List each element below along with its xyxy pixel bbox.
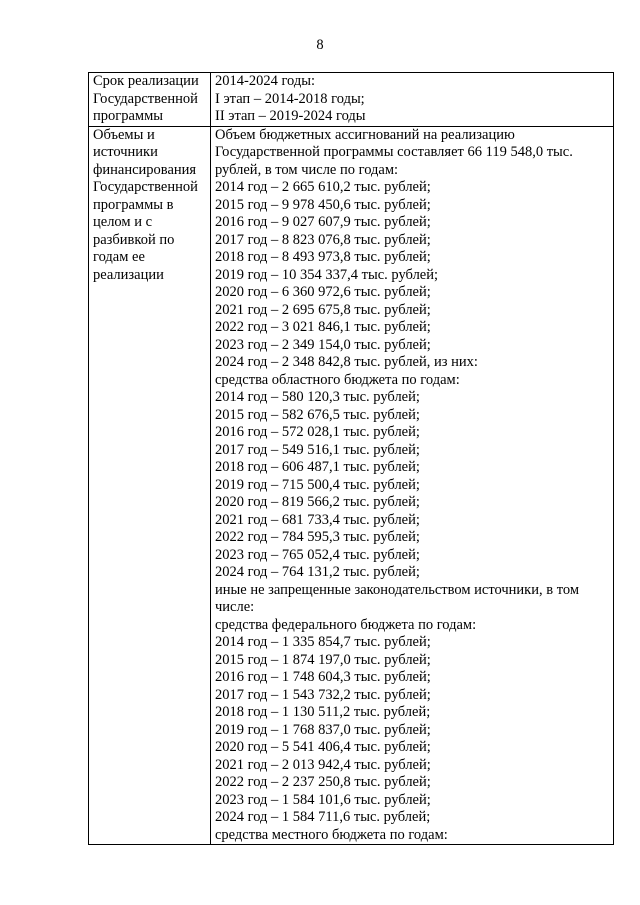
regional-year-line: 2022 год – 784 595,3 тыс. рублей; <box>215 529 420 545</box>
federal-year-line: 2019 год – 1 768 837,0 тыс. рублей; <box>215 721 431 738</box>
federal-year-line: 2015 год – 1 874 197,0 тыс. рублей; <box>215 651 431 668</box>
period-overall: 2014-2024 годы: <box>215 73 316 89</box>
label-line: Государственной <box>93 179 198 195</box>
label-cell-financing <box>89 126 211 845</box>
regional-year-line: 2014 год – 580 120,3 тыс. рублей; <box>215 389 420 405</box>
label-line: разбивкой по <box>93 231 175 248</box>
total-year-line: 2020 год – 6 360 972,6 тыс. рублей; <box>215 284 431 300</box>
federal-budget-heading: средства федерального бюджета по годам: <box>215 616 477 633</box>
label-line: финансирования <box>93 161 197 178</box>
federal-year-line: 2017 год – 1 543 732,2 тыс. рублей; <box>215 686 431 703</box>
label-line: Объемы и <box>93 126 155 143</box>
total-year-line: 2016 год – 9 027 607,9 тыс. рублей; <box>215 214 431 230</box>
regional-year-line: 2021 год – 681 733,4 тыс. рублей; <box>215 511 420 528</box>
label-line: годам ее <box>93 249 145 265</box>
value-cell-implementation-period <box>211 73 614 127</box>
total-year-line: 2018 год – 8 493 973,8 тыс. рублей; <box>215 249 431 265</box>
label-cell-implementation-period <box>89 73 211 127</box>
label-line: источники <box>93 144 158 160</box>
total-year-line: 2023 год – 2 349 154,0 тыс. рублей; <box>215 336 431 353</box>
regional-year-line: 2017 год – 549 516,1 тыс. рублей; <box>215 441 420 458</box>
regional-year-line: 2018 год – 606 487,1 тыс. рублей; <box>215 459 420 475</box>
federal-year-line: 2023 год – 1 584 101,6 тыс. рублей; <box>215 791 431 808</box>
label-line: целом и с <box>93 214 153 230</box>
regional-year-line: 2023 год – 765 052,4 тыс. рублей; <box>215 546 420 563</box>
regional-year-line: 2024 год – 764 131,2 тыс. рублей; <box>215 564 420 580</box>
total-year-line: 2022 год – 3 021 846,1 тыс. рублей; <box>215 319 431 335</box>
total-year-line: 2015 год – 9 978 450,6 тыс. рублей; <box>215 196 431 213</box>
table-row-financing <box>89 126 614 845</box>
total-year-line: 2017 год – 8 823 076,8 тыс. рублей; <box>215 231 431 248</box>
federal-year-line: 2024 год – 1 584 711,6 тыс. рублей; <box>215 809 431 825</box>
federal-year-line: 2016 год – 1 748 604,3 тыс. рублей; <box>215 669 431 685</box>
total-year-line: 2021 год – 2 695 675,8 тыс. рублей; <box>215 301 431 318</box>
program-passport-table <box>88 72 614 845</box>
label-line: программы <box>93 108 163 124</box>
period-stage-1: I этап – 2014-2018 годы; <box>215 90 365 107</box>
label-line: Государственной <box>93 90 198 107</box>
regional-year-line: 2019 год – 715 500,4 тыс. рублей; <box>215 476 420 493</box>
regional-year-line: 2016 год – 572 028,1 тыс. рублей; <box>215 424 420 440</box>
period-stage-2: II этап – 2019-2024 годы <box>215 108 366 124</box>
federal-year-line: 2021 год – 2 013 942,4 тыс. рублей; <box>215 756 431 773</box>
page-number: 8 <box>316 37 324 53</box>
financing-intro: Объем бюджетных ассигнований на реализацию Государственной программы составляет 66 119 548,0 тыс. рублей, в том числе по годам: <box>215 126 573 178</box>
local-budget-heading: средства местного бюджета по годам: <box>215 826 448 843</box>
federal-year-line: 2022 год – 2 237 250,8 тыс. рублей; <box>215 774 431 790</box>
other-sources-text: иные не запрещенные законодательством источники, в том числе: <box>215 581 580 615</box>
label-line: Срок реализации <box>93 73 199 89</box>
federal-year-line: 2020 год – 5 541 406,4 тыс. рублей; <box>215 739 431 755</box>
total-year-line: 2019 год – 10 354 337,4 тыс. рублей; <box>215 266 439 283</box>
table-row-implementation-period <box>89 73 614 127</box>
federal-year-line: 2014 год – 1 335 854,7 тыс. рублей; <box>215 634 431 650</box>
label-line: реализации <box>93 266 164 283</box>
regional-year-line: 2015 год – 582 676,5 тыс. рублей; <box>215 406 420 423</box>
value-cell-financing <box>211 126 614 845</box>
total-year-line: 2024 год – 2 348 842,8 тыс. рублей, из них: <box>215 354 478 370</box>
federal-year-line: 2018 год – 1 130 511,2 тыс. рублей; <box>215 704 431 720</box>
label-line: программы в <box>93 196 174 213</box>
total-year-line: 2014 год – 2 665 610,2 тыс. рублей; <box>215 179 431 195</box>
regional-year-line: 2020 год – 819 566,2 тыс. рублей; <box>215 494 420 510</box>
regional-budget-heading: средства областного бюджета по годам: <box>215 371 460 388</box>
